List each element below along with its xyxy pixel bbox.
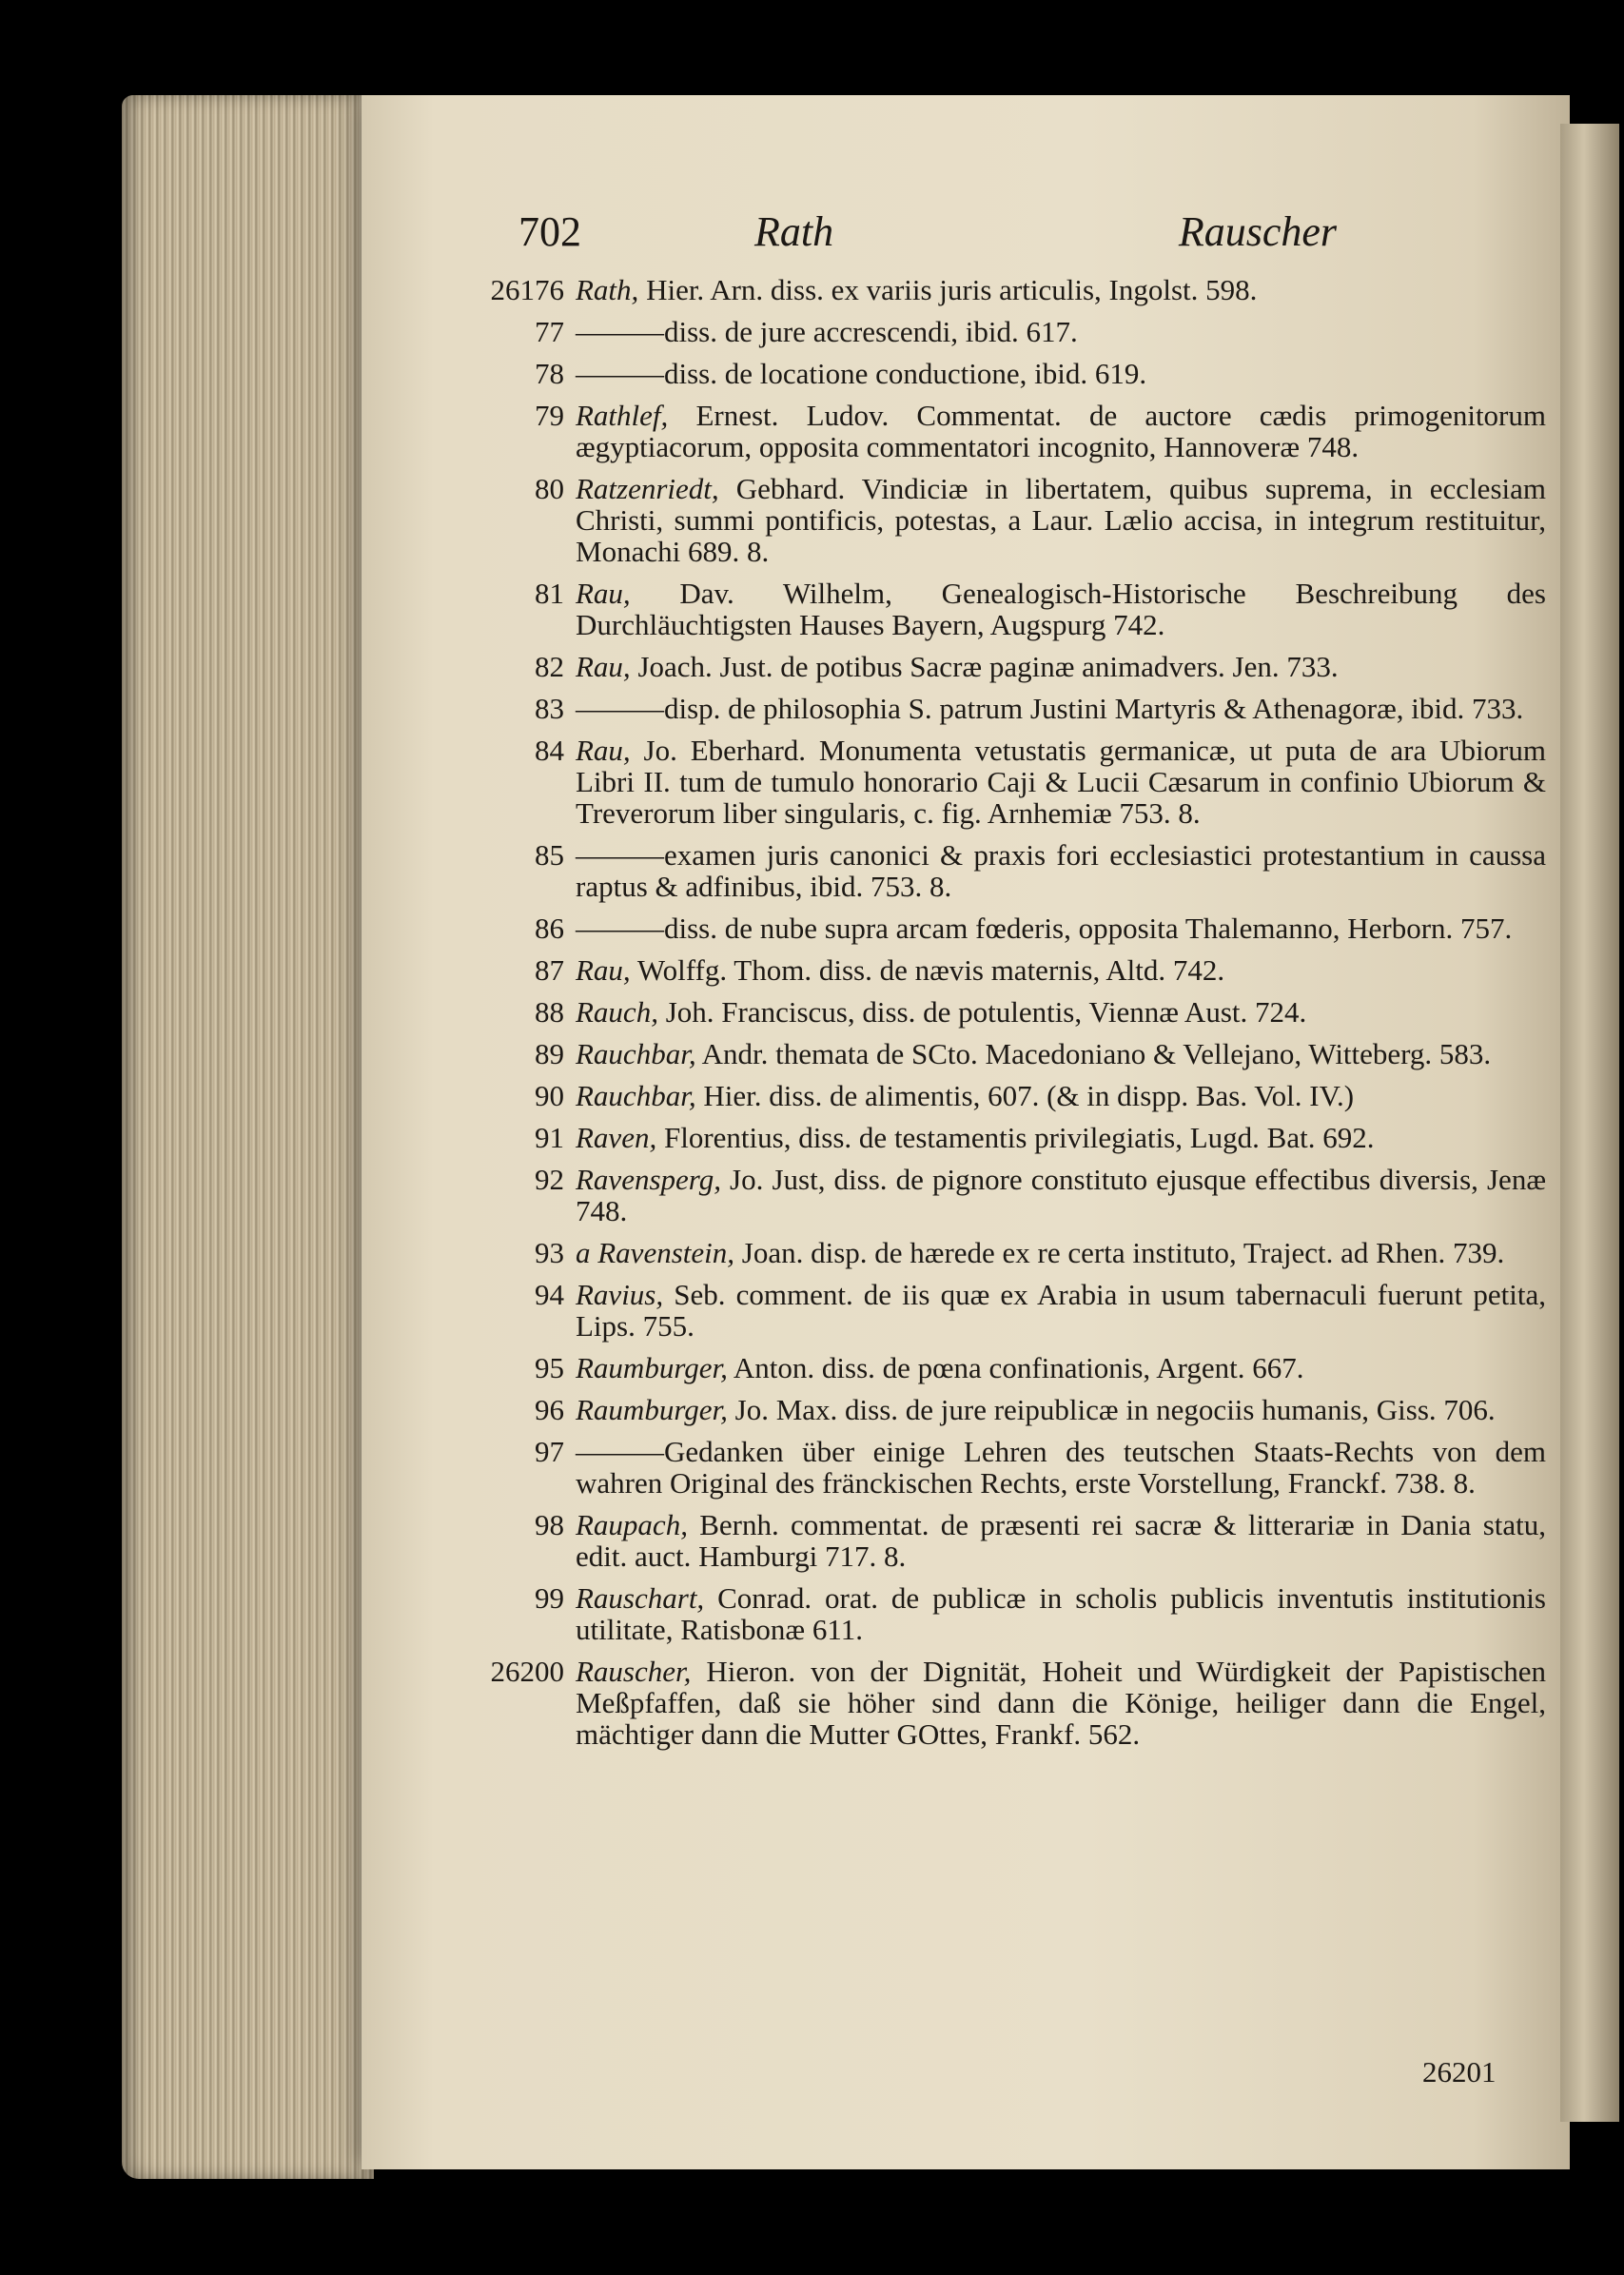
entry-text: ———diss. de locatione conductione, ibid. 619. [576,357,1147,390]
bibliography-entry [480,358,1546,389]
author-name: Rauch, [576,995,658,1029]
entry-text-block [576,316,1546,347]
catchword: 26201 [1422,2055,1497,2089]
bibliography-entry [480,996,1546,1028]
bibliography-entry [480,400,1546,462]
author-name: Raumburger, [576,1351,728,1384]
bibliography-entries [480,274,1546,1760]
facing-page-edge [1560,124,1619,2122]
entry-text: Hieron. von der Dignität, Hoheit und Würdigkeit der Papistischen Meßpfaffen, daß sie höher sind dann die Könige, heiliger dann die Engel, mächtiger dann die Mutter GOttes, Frankf. 562. [576,1655,1546,1751]
entry-number: 95 [535,1351,564,1384]
entry-text: ———examen juris canonici & praxis fori ecclesiastici protestantium in caussa raptus & adfinibus, ibid. 753. 8. [576,838,1546,903]
entry-text: Bernh. commentat. de præsenti rei sacræ & litterariæ in Dania statu, edit. auct. Hamburgi 717. 8. [576,1508,1546,1573]
entry-text-block [576,954,1546,986]
author-name: Rauchbar, [576,1037,696,1070]
entry-text-block [576,912,1546,944]
entry-number: 26176 [490,273,564,306]
bibliography-entry [480,1352,1546,1383]
bibliography-entry [480,578,1546,640]
bibliography-entry [480,316,1546,347]
author-name: Ravensperg, [576,1163,721,1196]
bibliography-entry [480,693,1546,724]
entry-text-block [576,274,1546,305]
entry-text: Wolffg. Thom. diss. de nævis maternis, Altd. 742. [630,953,1225,987]
author-name: Rauscher, [576,1655,692,1688]
entry-text: ———diss. de jure accrescendi, ibid. 617. [576,315,1078,348]
entry-text-block [576,693,1546,724]
entry-text-block [576,735,1546,829]
entry-text: Seb. comment. de iis quæ ex Arabia in usum tabernaculi fuerunt petita, Lips. 755. [576,1278,1546,1343]
entry-number: 87 [535,953,564,987]
entry-number: 99 [535,1581,564,1615]
entry-text-block [576,1436,1546,1499]
bibliography-entry [480,735,1546,829]
entry-text-block [576,473,1546,567]
author-name: Rau, [576,734,631,767]
entry-number: 97 [535,1435,564,1468]
page-number: 702 [519,208,581,255]
bibliography-entry [480,839,1546,902]
bibliography-entry [480,1237,1546,1268]
page-edges-stack [122,95,374,2179]
entry-text-block [576,1656,1546,1750]
author-name: Rath, [576,273,639,306]
entry-number: 89 [535,1037,564,1070]
author-name: Raumburger, [576,1393,728,1426]
entry-number: 84 [535,734,564,767]
entry-text-block [576,400,1546,462]
entry-text: Hier. diss. de alimentis, 607. (& in dispp. Bas. Vol. IV.) [695,1079,1355,1112]
entry-number: 92 [535,1163,564,1196]
author-name: Rathlef, [576,399,669,432]
bibliography-entry [480,274,1546,305]
running-head-right: Rauscher [1178,208,1337,255]
author-name: Ratzenriedt, [576,472,719,505]
entry-number: 26200 [490,1655,564,1688]
entry-text: Florentius, diss. de testamentis privilegiatis, Lugd. Bat. 692. [656,1121,1375,1154]
author-name: Ravius, [576,1278,664,1311]
entry-number: 94 [535,1278,564,1311]
entry-text-block [576,358,1546,389]
entry-text: Hier. Arn. diss. ex variis juris articulis, Ingolst. 598. [638,273,1258,306]
bibliography-entry [480,1509,1546,1572]
entry-number: 81 [535,577,564,610]
entry-text: Gebhard. Vindiciæ in libertatem, quibus suprema, in ecclesiam Christi, summi pontificis, potestas, a Laur. Lælio accisa, in integrum restituitur, Monachi 689. 8. [576,472,1546,568]
entry-text: ———disp. de philosophia S. patrum Justini Martyris & Athenagoræ, ibid. 733. [576,692,1524,725]
entry-number: 96 [535,1393,564,1426]
entry-number: 98 [535,1508,564,1541]
running-header [519,207,1337,255]
entry-text-block [576,1122,1546,1153]
bibliography-entry [480,912,1546,944]
entry-text: Jo. Max. diss. de jure reipublicæ in negociis humanis, Giss. 706. [727,1393,1496,1426]
entry-number: 90 [535,1079,564,1112]
entry-text: Joach. Just. de potibus Sacræ paginæ animadvers. Jen. 733. [630,650,1339,683]
entry-number: 88 [535,995,564,1029]
entry-number: 86 [535,912,564,945]
entry-number: 93 [535,1236,564,1269]
bibliography-entry [480,473,1546,567]
entry-text: Dav. Wilhelm, Genealogisch-Historische Beschreibung des Durchläuchtigsten Hauses Bayern, Augspurg 742. [576,577,1546,641]
entry-text-block [576,839,1546,902]
entry-text: ———diss. de nube supra arcam fœderis, opposita Thalemanno, Herborn. 757. [576,912,1513,945]
entry-number: 83 [535,692,564,725]
entry-number: 77 [535,315,564,348]
entry-number: 80 [535,472,564,505]
entry-number: 91 [535,1121,564,1154]
bibliography-entry [480,651,1546,682]
entry-text: Jo. Just, diss. de pignore constituto ejusque effectibus diversis, Jenæ 748. [576,1163,1546,1227]
author-name: Raupach, [576,1508,688,1541]
entry-text-block [576,1237,1546,1268]
author-name: a Ravenstein, [576,1236,735,1269]
entry-text: Jo. Eberhard. Monumenta vetustatis germanicæ, ut puta de ara Ubiorum Libri II. tum de tumulo honorario Caji & Lucii Cæsarum in confinio Ubiorum & Treverorum liber singularis, c. fig. Arnhemiæ 753. 8. [576,734,1546,830]
entry-text: Conrad. orat. de publicæ in scholis publicis inventutis institutionis utilitate, Ratisbonæ 611. [576,1581,1546,1646]
author-name: Rauschart, [576,1581,705,1615]
author-name: Raven, [576,1121,657,1154]
entry-number: 85 [535,838,564,872]
bibliography-entry [480,1436,1546,1499]
entry-text-block [576,1164,1546,1226]
bibliography-entry [480,1080,1546,1111]
bibliography-entry [480,1279,1546,1342]
author-name: Rau, [576,577,631,610]
entry-text-block [576,1038,1546,1069]
entry-text: Andr. themata de SCto. Macedoniano & Vellejano, Witteberg. 583. [695,1037,1492,1070]
running-head-left: Rath [754,208,834,255]
entry-text: Joan. disp. de hærede ex re certa instituto, Traject. ad Rhen. 739. [734,1236,1505,1269]
entry-text-block [576,1509,1546,1572]
bibliography-entry [480,1582,1546,1645]
entry-text-block [576,996,1546,1028]
entry-text-block [576,1582,1546,1645]
bibliography-entry [480,1656,1546,1750]
entry-text-block [576,1279,1546,1342]
entry-text-block [576,651,1546,682]
author-name: Rau, [576,650,631,683]
bibliography-entry [480,1394,1546,1425]
entry-text-block [576,578,1546,640]
bibliography-entry [480,1038,1546,1069]
bibliography-entry [480,1164,1546,1226]
bibliography-entry [480,1122,1546,1153]
entry-text: Ernest. Ludov. Commentat. de auctore cædis primogenitorum ægyptiacorum, opposita commentatori incognito, Hannoveræ 748. [576,399,1546,463]
entry-text: Joh. Franciscus, diss. de potulentis, Viennæ Aust. 724. [657,995,1307,1029]
bibliography-entry [480,954,1546,986]
entry-text-block [576,1394,1546,1425]
author-name: Rau, [576,953,631,987]
entry-text-block [576,1080,1546,1111]
entry-text: Anton. diss. de pœna confinationis, Argent. 667. [727,1351,1304,1384]
entry-text: ———Gedanken über einige Lehren des teutschen Staats-Rechts von dem wahren Original des fränckischen Rechts, erste Vorstellung, Franckf. 738. 8. [576,1435,1546,1500]
entry-number: 82 [535,650,564,683]
entry-number: 79 [535,399,564,432]
entry-number: 78 [535,357,564,390]
author-name: Rauchbar, [576,1079,696,1112]
entry-text-block [576,1352,1546,1383]
